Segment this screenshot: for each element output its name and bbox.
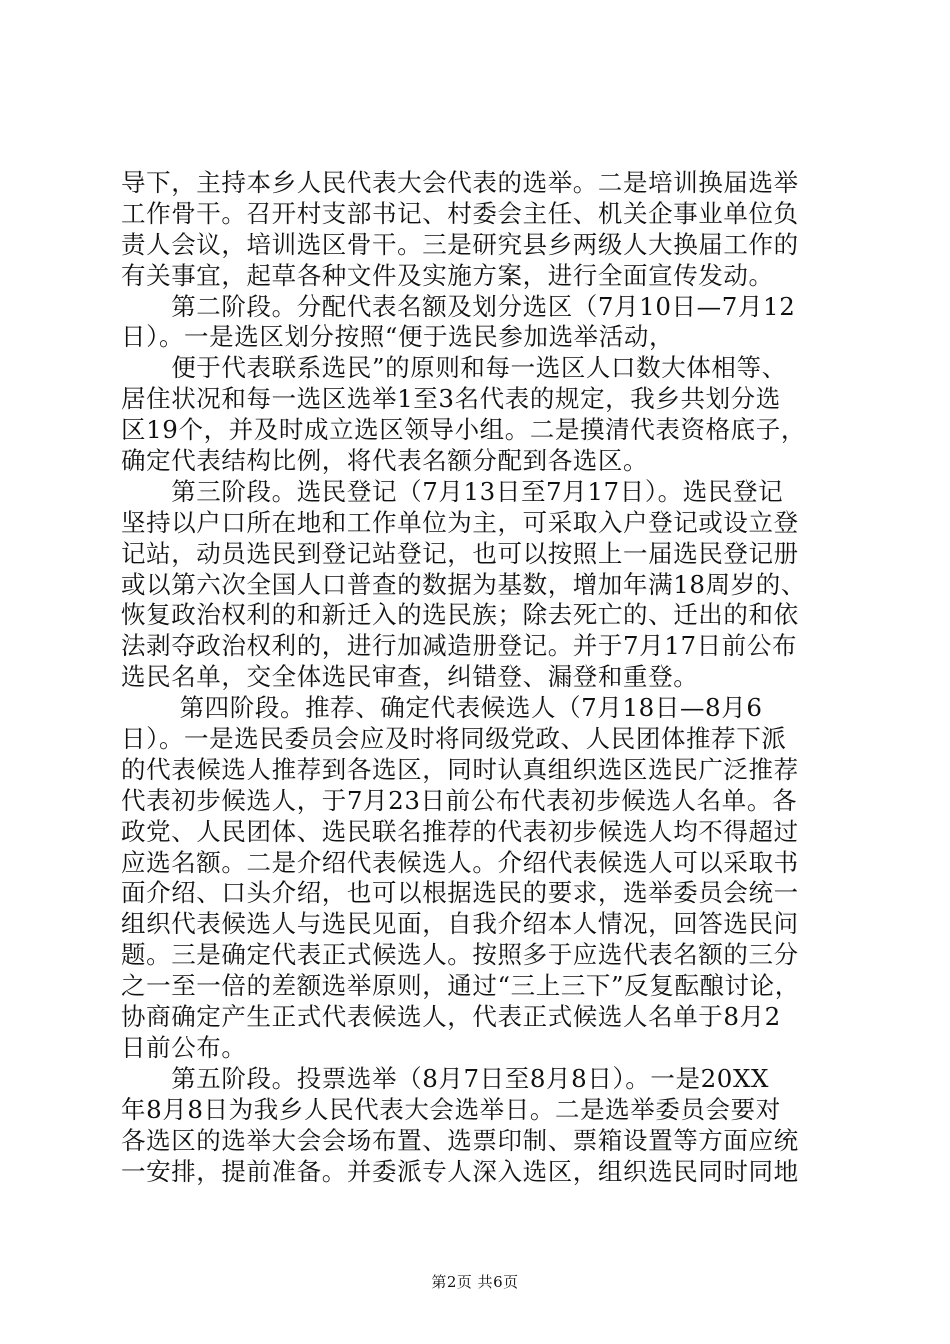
text-line: 第四阶段。推荐、确定代表候选人（7月18日—8月6 <box>121 693 763 723</box>
text-line: 第三阶段。选民登记（7月13日至7月17日）。选民登记 <box>121 476 784 506</box>
text-line: 坚持以户口所在地和工作单位为主，可采取入户登记或设立登 <box>121 507 799 537</box>
text-line: 应选名额。二是介绍代表候选人。介绍代表候选人可以采取书 <box>121 847 799 877</box>
text-line: 代表初步候选人，于7月23日前公布代表初步候选人名单。各 <box>121 785 798 815</box>
text-line: 年8月8日为我乡人民代表大会选举日。二是选举委员会要对 <box>121 1094 781 1124</box>
text-line: 日）。一是选民委员会应及时将同级党政、人民团体推荐下派 <box>121 724 787 754</box>
text-line: 有关事宜，起草各种文件及实施方案，进行全面宣传发动。 <box>121 260 774 290</box>
text-line: 导下，主持本乡人民代表大会代表的选举。二是培训换届选举 <box>121 168 799 197</box>
text-line: 责人会议，培训选区骨干。三是研究县乡两级人大换届工作的 <box>121 229 799 259</box>
text-line: 或以第六次全国人口普查的数据为基数，增加年满18周岁的、 <box>121 569 806 599</box>
text-line: 法剥夺政治权利的，进行加减造册登记。并于7月17日前公布 <box>121 631 798 661</box>
text-line: 面介绍、口头介绍，也可以根据选民的要求，选举委员会统一 <box>121 878 799 908</box>
body-text <box>121 168 843 1187</box>
text-line: 日）。一是选区划分按照“便于选民参加选举活动， <box>121 322 675 352</box>
text-line: 选民名单，交全体选民审查，纠错登、漏登和重登。 <box>121 662 699 692</box>
text-line: 恢复政治权利的和新迁入的选民族；除去死亡的、迁出的和依 <box>121 600 799 630</box>
text-line: 政党、人民团体、选民联名推荐的代表初步候选人均不得超过 <box>121 816 799 846</box>
text-line: 之一至一倍的差额选举原则，通过“三上三下”反复酝酿讨论， <box>121 971 800 1001</box>
text-line: 日前公布。 <box>121 1032 247 1062</box>
text-line: 记站，动员选民到登记站登记，也可以按照上一届选民登记册 <box>121 538 799 568</box>
text-line: 便于代表联系选民”的原则和每一选区人口数大体相等、 <box>121 353 787 383</box>
text-line: 工作骨干。召开村支部书记、村委会主任、机关企事业单位负 <box>121 198 799 228</box>
text-line: 第五阶段。投票选举（8月7日至8月8日）。一是20XX <box>121 1063 770 1093</box>
text-line: 各选区的选举大会会场布置、选票印制、票箱设置等方面应统 <box>121 1125 799 1155</box>
text-line: 第二阶段。分配代表名额及划分选区（7月10日—7月12 <box>121 291 796 321</box>
text-line: 组织代表候选人与选民见面，自我介绍本人情况，回答选民问 <box>121 909 799 939</box>
text-line: 题。三是确定代表正式候选人。按照多于应选代表名额的三分 <box>121 940 799 970</box>
text-line: 区19个，并及时成立选区领导小组。二是摸清代表资格底子， <box>121 415 806 445</box>
text-line: 一安排，提前准备。并委派专人深入选区，组织选民同时同地 <box>121 1156 799 1186</box>
text-line: 确定代表结构比例，将代表名额分配到各选区。 <box>121 446 649 476</box>
text-line: 协商确定产生正式代表候选人，代表正式候选人名单于8月2 <box>121 1002 781 1032</box>
text-line: 居住状况和每一选区选举1至3名代表的规定，我乡共划分选 <box>121 384 781 414</box>
text-line: 的代表候选人推荐到各选区，同时认真组织选区选民广泛推荐 <box>121 754 799 784</box>
page-footer: 第2页 共6页 <box>431 1273 519 1291</box>
